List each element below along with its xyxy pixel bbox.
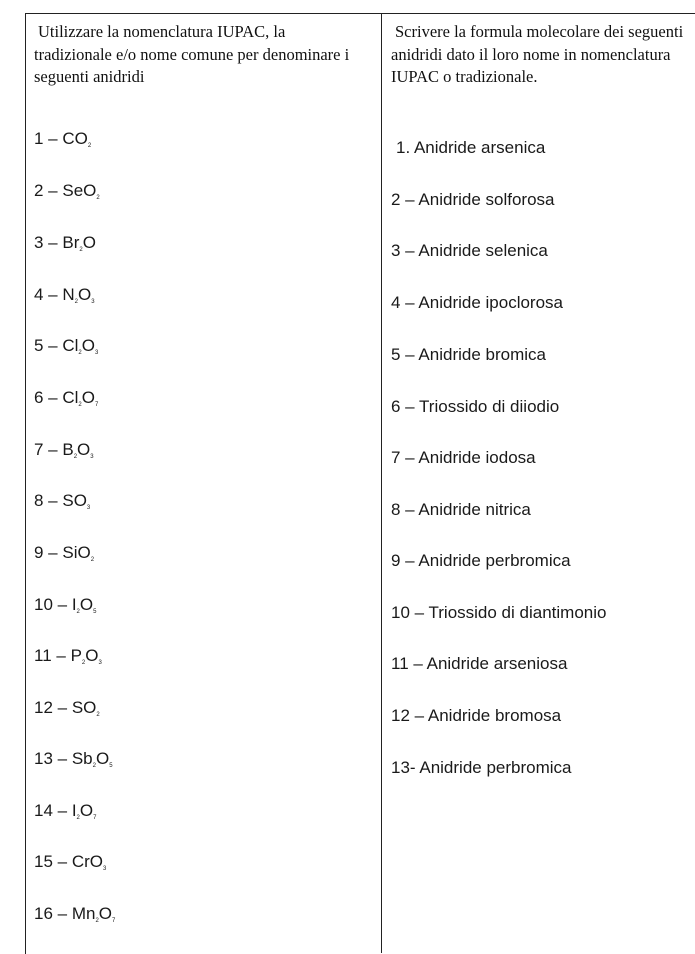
column-divider — [381, 13, 382, 953]
formula-number: 12 – — [34, 698, 72, 717]
formula-item — [34, 542, 94, 564]
formula-number: 13 – — [34, 749, 72, 768]
formula-number: 9 – — [34, 543, 63, 562]
formula-element: CO — [62, 129, 88, 148]
formula-element: SO — [71, 698, 97, 717]
formula-element: SiO — [62, 543, 91, 562]
formula-subscript: 3 — [86, 505, 91, 511]
formula-element: O — [85, 646, 99, 665]
formula-number: 11 – — [34, 646, 71, 665]
left-header-text: Utilizzare la nomenclatura IUPAC, la tradizionale e/o nome comune per denominare i seguenti anidridi — [34, 22, 350, 86]
formula-subscript: 2 — [76, 815, 80, 821]
left-column-header — [34, 21, 364, 89]
formula-number: 2 – — [34, 181, 63, 200]
formula-subscript: 3 — [91, 299, 95, 305]
formula-subscript: 2 — [76, 609, 80, 615]
formula-number: 3 – — [34, 233, 63, 252]
formula-subscript: 3 — [95, 350, 99, 356]
anhydride-name-item: 7 – Anidride iodosa — [391, 448, 536, 467]
formula-item — [34, 800, 96, 822]
formula-item — [34, 232, 96, 254]
anhydride-name-item: 4 – Anidride ipoclorosa — [391, 293, 564, 312]
formula-number: 5 – — [34, 336, 63, 355]
formula-subscript: 5 — [109, 763, 113, 769]
formula-number: 1 – — [34, 129, 63, 148]
formula-subscript: 2 — [81, 660, 86, 666]
formula-element: O — [81, 336, 95, 355]
formula-subscript: 3 — [98, 660, 102, 666]
formula-subscript: 2 — [90, 557, 95, 563]
formula-number: 15 – — [34, 852, 72, 871]
formula-subscript: 3 — [102, 866, 107, 872]
formula-item — [34, 335, 98, 357]
formula-element: Mn — [71, 904, 96, 923]
formula-subscript: 2 — [78, 402, 82, 408]
formula-subscript: 3 — [90, 454, 94, 460]
formula-element: O — [98, 904, 113, 923]
formula-number: 4 – — [34, 285, 63, 304]
formula-element: I — [71, 595, 77, 614]
formula-element: Br — [62, 233, 80, 252]
anhydride-name-item: 2 – Anidride solforosa — [391, 190, 555, 209]
formula-number: 10 – — [34, 595, 72, 614]
formula-element: I — [71, 801, 77, 820]
anhydride-name-item: 11 – Anidride arseniosa — [391, 654, 568, 673]
formula-element: CrO — [71, 852, 103, 871]
formula-element: Cl — [62, 336, 79, 355]
formula-subscript: 2 — [87, 143, 92, 149]
formula-item — [34, 128, 91, 150]
formula-item — [34, 594, 96, 616]
formula-subscript: 7 — [95, 402, 99, 408]
anhydride-name-item: 8 – Anidride nitrica — [391, 500, 531, 519]
formula-element: O — [81, 388, 95, 407]
formula-subscript: 2 — [95, 918, 99, 924]
formula-item — [34, 748, 113, 770]
formula-item — [34, 180, 100, 202]
formula-element: N — [62, 285, 75, 304]
formula-element: B — [62, 440, 74, 459]
anhydride-name-item: 5 – Anidride bromica — [391, 345, 546, 364]
formula-subscript: 2 — [74, 299, 78, 305]
formula-subscript: 2 — [79, 247, 83, 253]
formula-element: O — [82, 233, 96, 252]
formula-number: 14 – — [34, 801, 72, 820]
formula-number: 6 – — [34, 388, 63, 407]
formula-subscript: 2 — [73, 454, 78, 460]
anhydride-name-item: 3 – Anidride selenica — [391, 241, 548, 260]
formula-element: SeO — [62, 181, 97, 200]
formula-element: SO — [62, 491, 87, 510]
right-header-text: Scrivere la formula molecolare dei seguenti anidridi dato il loro nome in nomenclatura IUPAC o tradizionale. — [391, 22, 684, 86]
formula-element: O — [95, 749, 110, 768]
anhydride-name-item: 10 – Triossido di diantimonio — [391, 603, 607, 622]
anhydride-name-item: 9 – Anidride perbromica — [391, 551, 571, 570]
formula-subscript: 5 — [93, 609, 97, 615]
right-column-header — [391, 21, 691, 89]
anhydride-name-item: 6 – Triossido di diiodio — [391, 397, 560, 416]
formula-element: P — [70, 646, 82, 665]
formula-number: 7 – — [34, 440, 63, 459]
formula-subscript: 2 — [96, 712, 100, 718]
formula-item — [34, 490, 90, 512]
formula-item — [34, 387, 98, 409]
formula-element: O — [77, 285, 92, 304]
anhydride-name-item: 12 – Anidride bromosa — [391, 706, 562, 725]
formula-item — [34, 284, 95, 306]
formula-subscript: 7 — [112, 918, 116, 924]
formula-element: O — [77, 440, 91, 459]
formula-element: Cl — [62, 388, 79, 407]
formula-element: O — [79, 595, 94, 614]
anhydride-name-item: 1. Anidride arsenica — [396, 138, 546, 157]
formula-number: 8 – — [34, 491, 63, 510]
formula-item — [34, 697, 100, 719]
formula-element: Sb — [71, 749, 93, 768]
formula-item — [34, 903, 115, 925]
formula-item — [34, 645, 102, 667]
formula-item — [34, 851, 106, 873]
formula-subscript: 7 — [93, 815, 97, 821]
formula-subscript: 2 — [96, 195, 100, 201]
anhydrides-table — [25, 13, 695, 954]
anhydride-name-item: 13- Anidride perbromica — [391, 758, 572, 777]
formula-subscript: 2 — [78, 350, 82, 356]
formula-item — [34, 439, 94, 461]
formula-number: 16 – — [34, 904, 72, 923]
formula-subscript: 2 — [92, 763, 96, 769]
formula-element: O — [79, 801, 94, 820]
